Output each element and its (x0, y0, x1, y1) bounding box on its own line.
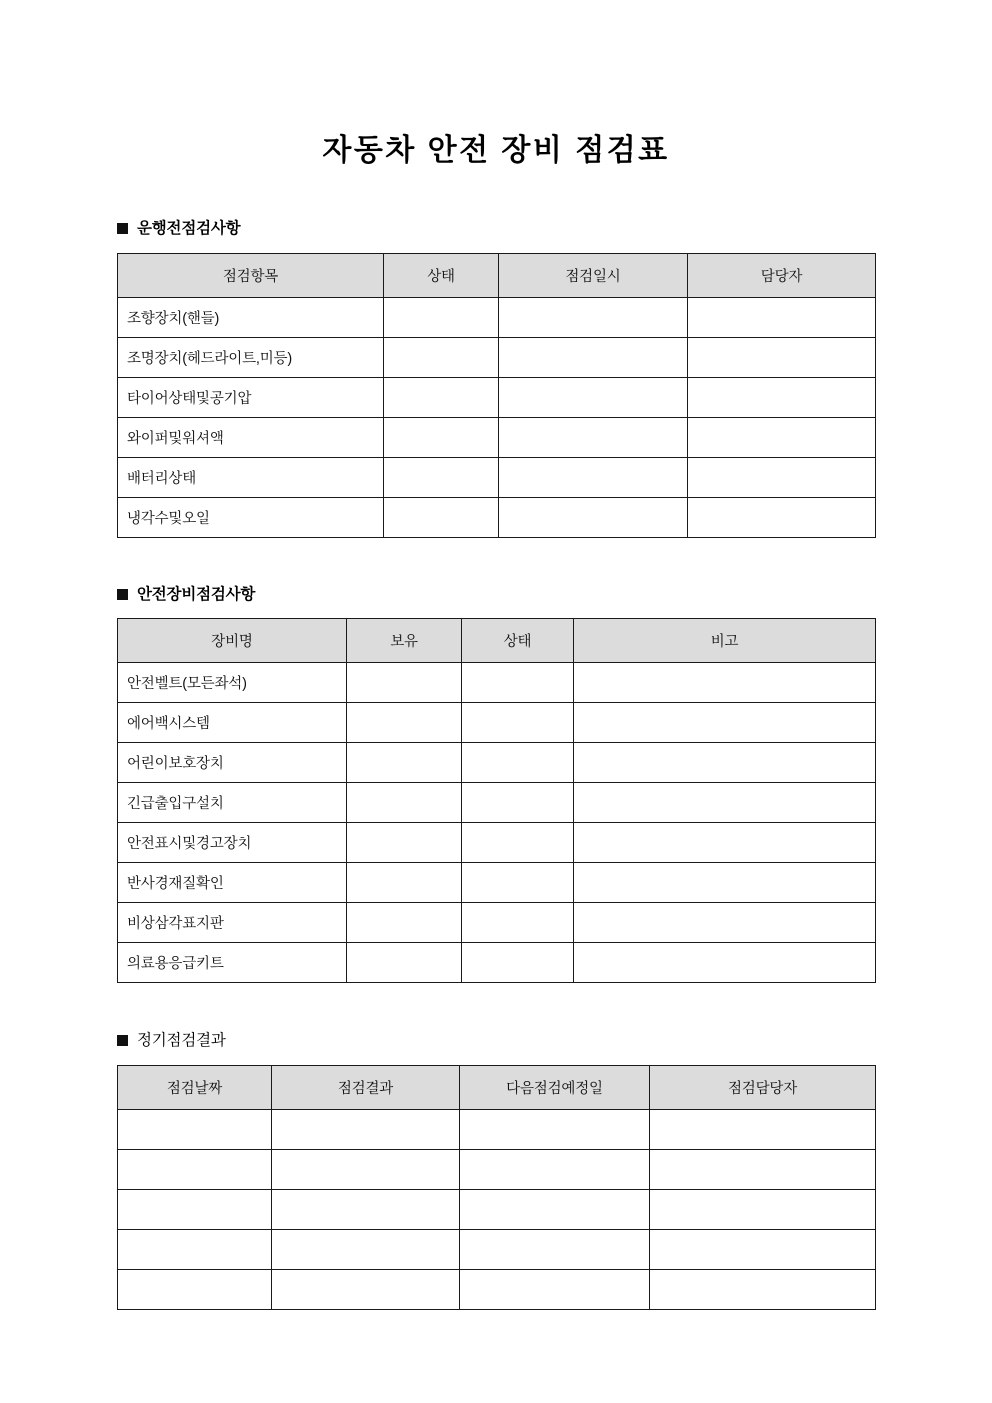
table-row (118, 863, 876, 903)
table-row (118, 903, 876, 943)
table-row (118, 1149, 876, 1189)
inspection-date-cell[interactable] (118, 1149, 272, 1189)
datetime-cell[interactable] (499, 417, 688, 457)
remarks-cell[interactable] (574, 943, 876, 983)
row-label: 와이퍼및워셔액 (118, 417, 384, 457)
row-label: 어린이보호장치 (118, 743, 347, 783)
person-cell[interactable] (688, 377, 876, 417)
possession-cell[interactable] (347, 943, 462, 983)
table-row (118, 663, 876, 703)
table-row (118, 297, 876, 337)
safety-equipment-inspection-table (117, 618, 876, 983)
column-header-possession: 보유 (347, 619, 462, 663)
status-cell[interactable] (462, 703, 574, 743)
inspection-date-cell[interactable] (118, 1109, 272, 1149)
table-row (118, 377, 876, 417)
section-heading-3-label: 정기점검결과 (137, 1032, 226, 1049)
section-heading-1 (117, 221, 875, 237)
possession-cell[interactable] (347, 823, 462, 863)
datetime-cell[interactable] (499, 337, 688, 377)
inspection-result-cell[interactable] (272, 1189, 460, 1229)
inspector-cell[interactable] (650, 1149, 876, 1189)
status-cell[interactable] (384, 297, 499, 337)
status-cell[interactable] (462, 663, 574, 703)
person-cell[interactable] (688, 417, 876, 457)
inspection-date-cell[interactable] (118, 1189, 272, 1229)
table-header-row (118, 253, 876, 297)
row-label: 냉각수및오일 (118, 497, 384, 537)
table-row (118, 417, 876, 457)
inspector-cell[interactable] (650, 1189, 876, 1229)
row-label: 배터리상태 (118, 457, 384, 497)
section-safety-equipment-inspection (117, 587, 875, 984)
row-label: 의료용응급키트 (118, 943, 347, 983)
inspection-result-cell[interactable] (272, 1229, 460, 1269)
inspector-cell[interactable] (650, 1229, 876, 1269)
section-heading-1-label: 운행전점검사항 (137, 220, 241, 237)
next-inspection-date-cell[interactable] (460, 1269, 650, 1309)
filled-square-bullet-icon (117, 589, 128, 600)
status-cell[interactable] (462, 903, 574, 943)
status-cell[interactable] (384, 337, 499, 377)
datetime-cell[interactable] (499, 297, 688, 337)
column-header-status: 상태 (384, 253, 499, 297)
table-header-row (118, 1065, 876, 1109)
column-header-inspection-result: 점검결과 (272, 1065, 460, 1109)
possession-cell[interactable] (347, 703, 462, 743)
datetime-cell[interactable] (499, 497, 688, 537)
status-cell[interactable] (462, 823, 574, 863)
next-inspection-date-cell[interactable] (460, 1229, 650, 1269)
column-header-inspection-datetime: 점검일시 (499, 253, 688, 297)
status-cell[interactable] (462, 743, 574, 783)
section-heading-2 (117, 587, 875, 603)
row-label: 에어백시스템 (118, 703, 347, 743)
table-header-row (118, 619, 876, 663)
column-header-inspector: 점검담당자 (650, 1065, 876, 1109)
row-label: 안전벨트(모든좌석) (118, 663, 347, 703)
section-regular-inspection-results (117, 1033, 875, 1310)
column-header-inspection-item: 점검항목 (118, 253, 384, 297)
table-row (118, 457, 876, 497)
table-row (118, 497, 876, 537)
status-cell[interactable] (384, 377, 499, 417)
possession-cell[interactable] (347, 663, 462, 703)
person-cell[interactable] (688, 297, 876, 337)
possession-cell[interactable] (347, 783, 462, 823)
column-header-remarks: 비고 (574, 619, 876, 663)
status-cell[interactable] (384, 417, 499, 457)
inspection-result-cell[interactable] (272, 1269, 460, 1309)
row-label: 조향장치(핸들) (118, 297, 384, 337)
remarks-cell[interactable] (574, 703, 876, 743)
status-cell[interactable] (462, 783, 574, 823)
person-cell[interactable] (688, 337, 876, 377)
next-inspection-date-cell[interactable] (460, 1149, 650, 1189)
table-row (118, 1109, 876, 1149)
status-cell[interactable] (462, 863, 574, 903)
inspection-date-cell[interactable] (118, 1269, 272, 1309)
page-title: 자동차 안전 장비 점검표 (322, 134, 670, 167)
possession-cell[interactable] (347, 903, 462, 943)
person-cell[interactable] (688, 457, 876, 497)
possession-cell[interactable] (347, 743, 462, 783)
filled-square-bullet-icon (117, 223, 128, 234)
status-cell[interactable] (462, 943, 574, 983)
table-row (118, 743, 876, 783)
filled-square-bullet-icon (117, 1035, 128, 1046)
table-row (118, 1189, 876, 1229)
column-header-person-in-charge: 담당자 (688, 253, 876, 297)
inspector-cell[interactable] (650, 1269, 876, 1309)
column-header-status: 상태 (462, 619, 574, 663)
remarks-cell[interactable] (574, 903, 876, 943)
remarks-cell[interactable] (574, 743, 876, 783)
datetime-cell[interactable] (499, 377, 688, 417)
table-row (118, 943, 876, 983)
row-label: 안전표시및경고장치 (118, 823, 347, 863)
status-cell[interactable] (384, 457, 499, 497)
remarks-cell[interactable] (574, 823, 876, 863)
datetime-cell[interactable] (499, 457, 688, 497)
remarks-cell[interactable] (574, 783, 876, 823)
next-inspection-date-cell[interactable] (460, 1109, 650, 1149)
row-label: 비상삼각표지판 (118, 903, 347, 943)
pre-operation-inspection-table (117, 253, 876, 538)
inspector-cell[interactable] (650, 1109, 876, 1149)
table-row (118, 823, 876, 863)
remarks-cell[interactable] (574, 663, 876, 703)
possession-cell[interactable] (347, 863, 462, 903)
status-cell[interactable] (384, 497, 499, 537)
remarks-cell[interactable] (574, 863, 876, 903)
inspection-result-cell[interactable] (272, 1149, 460, 1189)
table-row (118, 703, 876, 743)
row-label: 타이어상태및공기압 (118, 377, 384, 417)
regular-inspection-results-table (117, 1065, 876, 1310)
inspection-date-cell[interactable] (118, 1229, 272, 1269)
table-row (118, 337, 876, 377)
row-label: 긴급출입구설치 (118, 783, 347, 823)
section-pre-operation-inspection (117, 221, 875, 538)
section-heading-2-label: 안전장비점검사항 (137, 585, 256, 603)
table-row (118, 1229, 876, 1269)
column-header-inspection-date: 점검날짜 (118, 1065, 272, 1109)
row-label: 조명장치(헤드라이트,미등) (118, 337, 384, 377)
section-heading-3 (117, 1033, 875, 1049)
table-row (118, 1269, 876, 1309)
inspection-result-cell[interactable] (272, 1109, 460, 1149)
column-header-next-inspection-date: 다음점검예정일 (460, 1065, 650, 1109)
person-cell[interactable] (688, 497, 876, 537)
next-inspection-date-cell[interactable] (460, 1189, 650, 1229)
column-header-equipment-name: 장비명 (118, 619, 347, 663)
table-row (118, 783, 876, 823)
row-label: 반사경재질확인 (118, 863, 347, 903)
